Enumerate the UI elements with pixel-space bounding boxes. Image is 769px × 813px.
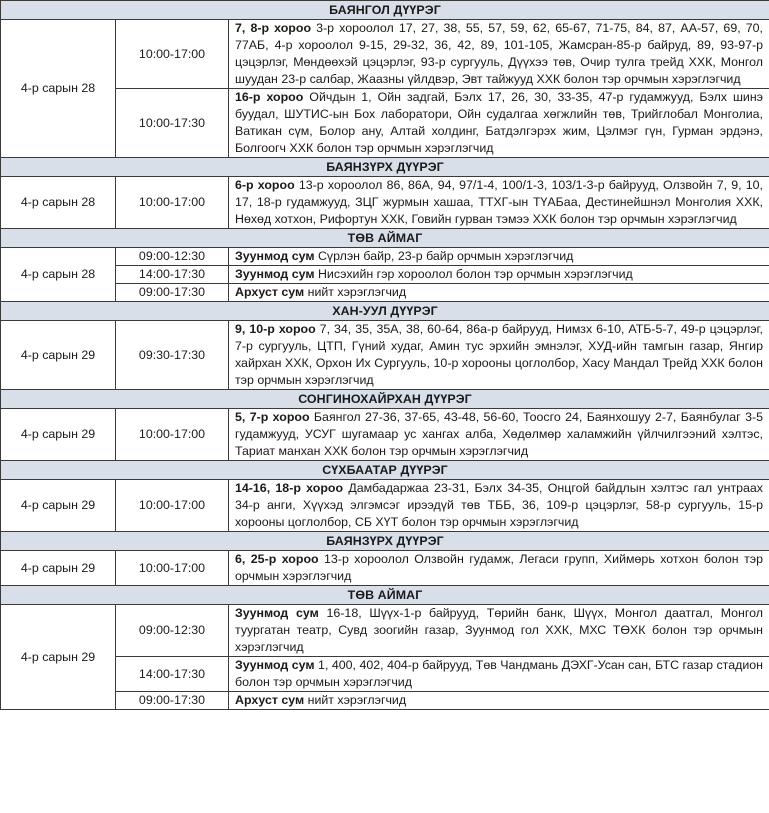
table-row	[1, 20, 769, 89]
area-details: 3-р хороолол 17, 27, 38, 55, 57, 59, 62, 65-67, 71-75, 84, 87, АА-57, 69, 70, 77АБ, 4-р хороолол 9-15, 29-32, 36, 42, 89, 101-105, Жамсран-85-р байруд, 89, 93-97-р цэцэрлэг, Мөндөөхэй цэцэрлэг, 93-р сургууль, Дүүхээ төв, Очир тулга трейд ХХК, Монгол шуудан 23-р салбар, Жаазны үйлдвэр, Эвт тайжууд ХХК болон тэр орчмын хэрэглэгчид	[235, 21, 763, 86]
table-row	[1, 551, 769, 586]
date-cell: 4-р сарын 29	[1, 321, 116, 390]
table-row	[1, 692, 769, 710]
district-header: БАЯНГОЛ ДҮҮРЭГ	[1, 1, 769, 20]
table-row	[1, 409, 769, 461]
area-description-cell	[229, 321, 769, 390]
district-header: БАЯНЗҮРХ ДҮҮРЭГ	[1, 158, 769, 177]
time-cell: 09:00-17:30	[116, 692, 229, 710]
date-cell: 4-р сарын 29	[1, 551, 116, 586]
table-row	[1, 657, 769, 692]
area-details: 7, 34, 35, 35А, 38, 60-64, 86а-р байрууд, Нимзх 6-10, АТБ-5-7, 49-р цэцэрлэг, 7-р сургууль, ЦТП, Гүний худаг, Амин тус эрхийн эмнэлэг, ХУД-ийн тамгын газар, Янгир хайрхан ХХК, Орхон Их Сургууль, 10-р хорооны цоглолбор, Хасу Мандал Трейд ХХК болон тэр орчмын хэрэглэгчид	[235, 322, 763, 387]
time-cell: 09:00-12:30	[116, 605, 229, 657]
schedule-body	[1, 1, 769, 710]
area-details: 16-18, Шүүх-1-р байрууд, Төрийн банк, Шүүх, Монгол даатгал, Монгол туургатан театр, Сувд зоогийн газар, Зуунмод гол ХХК, МХС ТӨХК болон тэр орчмын хэрэглэгчид	[235, 606, 764, 654]
area-details: 13-р хороолол Олзвойн гудамж, Легаси групп, Хиймөрь хотхон болон тэр орчмын хэрэглэгчид	[235, 552, 763, 583]
area-details: Нисэхийн гэр хороолол болон тэр орчмын хэрэглэгчид	[314, 267, 633, 281]
area-name: Зуунмод сум	[235, 658, 315, 672]
time-cell: 10:00-17:30	[116, 89, 229, 158]
area-description-cell	[229, 409, 769, 461]
district-header-row	[1, 158, 769, 177]
time-cell: 09:00-17:30	[116, 284, 229, 302]
district-header: СОНГИНОХАЙРХАН ДҮҮРЭГ	[1, 390, 769, 409]
area-name: 16-р хороо	[235, 90, 304, 104]
area-details: Сүрлэн байр, 23-р байр орчмын хэрэглэгчид	[314, 249, 574, 263]
date-cell: 4-р сарын 28	[1, 177, 116, 229]
district-header-row	[1, 302, 769, 321]
district-header: ХАН-УУЛ ДҮҮРЭГ	[1, 302, 769, 321]
table-row	[1, 321, 769, 390]
area-name: Зуунмод сум	[235, 249, 315, 263]
area-details: нийт хэрэглэгчид	[304, 693, 407, 707]
date-cell: 4-р сарын 28	[1, 248, 116, 302]
time-cell: 10:00-17:00	[116, 409, 229, 461]
area-description-cell	[229, 692, 769, 710]
time-cell: 10:00-17:00	[116, 551, 229, 586]
area-name: 6-р хороо	[235, 178, 295, 192]
district-header-row	[1, 1, 769, 20]
district-header-row	[1, 532, 769, 551]
area-description-cell	[229, 248, 769, 266]
area-name: 9, 10-р хороо	[235, 322, 316, 336]
time-cell: 10:00-17:00	[116, 480, 229, 532]
district-header-row	[1, 586, 769, 605]
district-header-row	[1, 229, 769, 248]
area-description-cell	[229, 657, 769, 692]
district-header: ТӨВ АЙМАГ	[1, 586, 769, 605]
table-row	[1, 177, 769, 229]
table-row	[1, 480, 769, 532]
table-row	[1, 284, 769, 302]
area-description-cell	[229, 20, 769, 89]
area-details: Дамбадаржаа 23-31, Бэлх 34-35, Онцгой байдлын хэлтэс гал унтраах 34-р анги, Хүүхэд элгэмсэг ирээдүй төв ТББ, 36, 109-р цэцэрлэг, 58-р сургууль, 15-р хорооны цоглолбор, СБ ХҮТ болон тэр орчмын хэрэглэгчид	[235, 481, 764, 529]
area-description-cell	[229, 284, 769, 302]
area-details: 13-р хороолол 86, 86А, 94, 97/1-4, 100/1-3, 103/1-3-р байрууд, Олзвойн 7, 9, 10, 17, 18-р гудамжууд, ЗЦГ журмын хашаа, ТТХГ-ын ТҮАБаа, Дестинейшнэл Монголия ХХК, Нөхөд хотхон, Рифортун ХХК, Говийн гурван тэмээ ХХК болон тэр орчмын хэрэглэгчид	[235, 178, 763, 226]
area-details: нийт хэрэглэгчид	[304, 285, 407, 299]
area-description-cell	[229, 551, 769, 586]
time-cell: 09:00-12:30	[116, 248, 229, 266]
time-cell: 14:00-17:30	[116, 657, 229, 692]
district-header: СҮХБААТАР ДҮҮРЭГ	[1, 461, 769, 480]
area-description-cell	[229, 89, 769, 158]
area-name: Зуунмод сум	[235, 267, 315, 281]
area-name: Архуст сум	[235, 285, 305, 299]
area-description-cell	[229, 480, 769, 532]
district-header: БАЯНЗҮРХ ДҮҮРЭГ	[1, 532, 769, 551]
area-description-cell	[229, 177, 769, 229]
district-header: ТӨВ АЙМАГ	[1, 229, 769, 248]
date-cell: 4-р сарын 29	[1, 480, 116, 532]
area-details: Баянгол 27-36, 37-65, 43-48, 56-60, Тоосго 24, Баянхошуу 2-7, Баянбулаг 3-5 гудамжууд, УСУГ шугамаар ус хангах алба, Хөдөлмөр халамжийн үйлчилгээний хэлтэс, Тариат манхан ХХК болон тэр орчмын хэрэглэгчид	[235, 410, 763, 458]
area-details: 1, 400, 402, 404-р байрууд, Төв Чандмань ДЭХГ-Усан сан, БТС газар стадион болон тэр орчмын хэрэглэгчид	[235, 658, 763, 689]
area-name: 14-16, 18-р хороо	[235, 481, 344, 495]
area-name: Зуунмод сум	[235, 606, 319, 620]
time-cell: 09:30-17:30	[116, 321, 229, 390]
area-name: 7, 8-р хороо	[235, 21, 312, 35]
district-header-row	[1, 461, 769, 480]
table-row	[1, 605, 769, 657]
time-cell: 10:00-17:00	[116, 20, 229, 89]
area-description-cell	[229, 605, 769, 657]
time-cell: 10:00-17:00	[116, 177, 229, 229]
table-row	[1, 89, 769, 158]
table-row	[1, 248, 769, 266]
district-header-row	[1, 390, 769, 409]
area-details: Ойчдын 1, Ойн задгай, Бэлх 17, 26, 30, 33-35, 47-р гудамжууд, Бэлх шинэ буудал, ШУТИС-ын Бох лаборатори, Ойн судалгаа хөгжлийн төв, Трийглобал Монголиа, Ватикан сүм, Болор ану, Алтай холдинг, Батдэлгэрэх жим, Цэлмэг гүн, Гурман эрдэнэ, Болгоогч ХХК болон тэр орчмын хэрэглэгчид	[235, 90, 764, 155]
table-row	[1, 266, 769, 284]
area-name: 5, 7-р хороо	[235, 410, 310, 424]
area-name: 6, 25-р хороо	[235, 552, 319, 566]
date-cell: 4-р сарын 29	[1, 409, 116, 461]
date-cell: 4-р сарын 28	[1, 20, 116, 158]
area-description-cell	[229, 266, 769, 284]
area-name: Архуст сум	[235, 693, 305, 707]
time-cell: 14:00-17:30	[116, 266, 229, 284]
date-cell: 4-р сарын 29	[1, 605, 116, 710]
